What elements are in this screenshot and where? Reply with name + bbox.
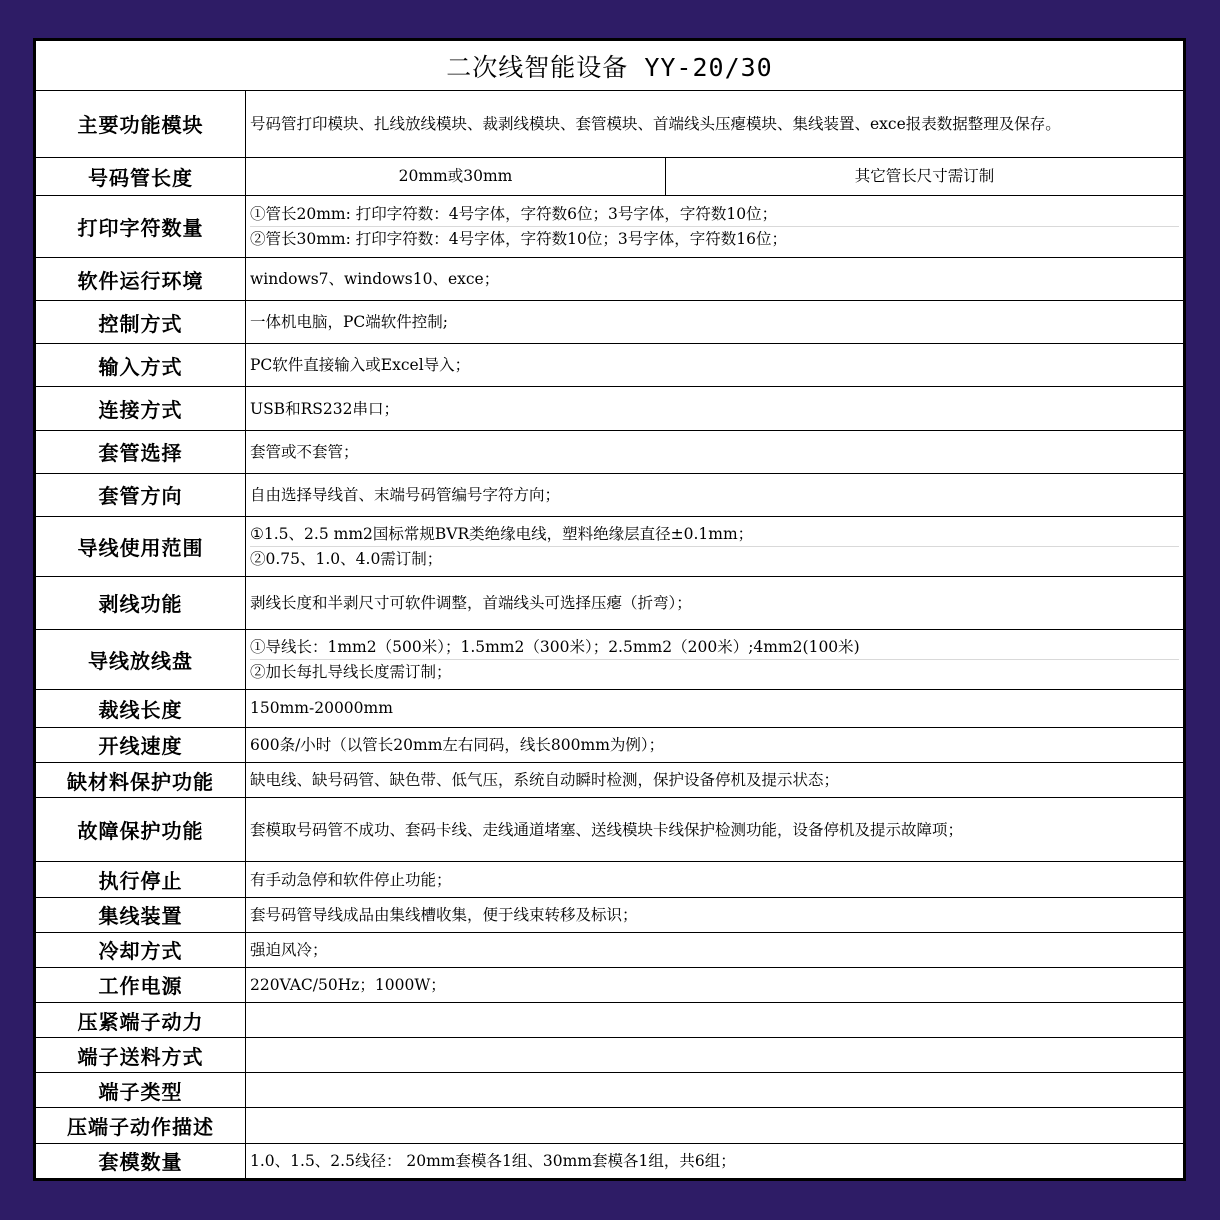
value-line: 套号码管导线成品由集线槽收集，便于线束转移及标识；	[250, 905, 638, 924]
row-label: 压紧端子动力	[36, 1003, 246, 1038]
row-value	[246, 257, 1184, 300]
row-label: 导线使用范围	[36, 517, 246, 577]
row-label: 端子送料方式	[36, 1038, 246, 1073]
row-label: 集线装置	[36, 897, 246, 932]
row-label: 导线放线盘	[36, 629, 246, 689]
value-line: windows7、windows10、exce；	[250, 270, 500, 289]
row-value	[246, 798, 1184, 862]
row-label: 压端子动作描述	[36, 1108, 246, 1143]
row-label: 输入方式	[36, 344, 246, 387]
row-value	[246, 577, 1184, 629]
value-line: 强迫风冷；	[250, 940, 328, 959]
value-line: ①1.5、2.5 mm2国标常规BVR类绝缘电线，塑料绝缘层直径±0.1mm；	[250, 525, 754, 544]
value-line: PC软件直接输入或Excel导入；	[250, 356, 471, 375]
row-label: 软件运行环境	[36, 257, 246, 300]
row-label: 端子类型	[36, 1073, 246, 1108]
row-value	[246, 1073, 1184, 1108]
spec-sheet	[33, 38, 1186, 1181]
row-value	[246, 629, 1184, 689]
row-value	[246, 1038, 1184, 1073]
row-label: 剥线功能	[36, 577, 246, 629]
value-line: 套管或不套管；	[250, 442, 359, 461]
value-line: 1.0、1.5、2.5线径： 20mm套模各1组、30mm套模各1组，共6组；	[250, 1151, 736, 1170]
row-value	[246, 91, 1184, 157]
value-line: ②加长每扎导线长度需订制；	[250, 659, 1179, 682]
value-line: 缺电线、缺号码管、缺色带、低气压，系统自动瞬时检测，保护设备停机及提示状态；	[250, 771, 840, 790]
value-line: ②0.75、1.0、4.0需订制；	[250, 546, 1179, 569]
sheet-title: 二次线智能设备 YY-20/30	[36, 41, 1184, 91]
row-value-left: 20mm或30mm	[246, 157, 666, 195]
value-line: 600条/小时（以管长20mm左右同码，线长800mm为例）；	[250, 735, 665, 754]
row-value	[246, 344, 1184, 387]
row-label: 裁线长度	[36, 689, 246, 727]
value-line: 套模取号码管不成功、套码卡线、走线通道堵塞、送线模块卡线保护检测功能，设备停机及提示故障项；	[250, 820, 964, 839]
row-value	[246, 430, 1184, 473]
row-label: 连接方式	[36, 387, 246, 430]
value-line: ②管长30mm: 打印字符数：4号字体，字符数10位；3号字体，字符数16位；	[250, 226, 1179, 249]
value-line: 220VAC/50Hz；1000W；	[250, 975, 446, 994]
row-value	[246, 727, 1184, 762]
row-label: 套管选择	[36, 430, 246, 473]
row-value	[246, 517, 1184, 577]
row-label: 主要功能模块	[36, 91, 246, 157]
row-value	[246, 897, 1184, 932]
value-line: ①导线长：1mm2（500米）；1.5mm2（300米）；2.5mm2（200米）;4mm2(100米)	[250, 637, 860, 656]
row-value	[246, 932, 1184, 967]
row-label: 开线速度	[36, 727, 246, 762]
row-value	[246, 763, 1184, 798]
row-value	[246, 473, 1184, 516]
row-value	[246, 195, 1184, 257]
row-label: 冷却方式	[36, 932, 246, 967]
value-line: 有手动急停和软件停止功能；	[250, 870, 452, 889]
value-line: 号码管打印模块、扎线放线模块、裁剥线模块、套管模块、首端线头压瘪模块、集线装置、exce报表数据整理及保存。	[250, 114, 1061, 133]
row-label: 工作电源	[36, 967, 246, 1002]
spec-table	[35, 40, 1184, 1179]
row-value	[246, 862, 1184, 897]
value-line: 剥线长度和半剥尺寸可软件调整，首端线头可选择压瘪（折弯）；	[250, 593, 692, 612]
row-value	[246, 689, 1184, 727]
row-value	[246, 1003, 1184, 1038]
row-label: 打印字符数量	[36, 195, 246, 257]
row-label: 套模数量	[36, 1143, 246, 1178]
value-line: 一体机电脑，PC端软件控制;	[250, 313, 449, 332]
row-value	[246, 301, 1184, 344]
value-line: USB和RS232串口；	[250, 399, 399, 418]
value-line: ①管长20mm: 打印字符数：4号字体，字符数6位；3号字体，字符数10位；	[250, 204, 778, 223]
row-value-right: 其它管长尺寸需订制	[666, 157, 1184, 195]
value-line: 自由选择导线首、末端号码管编号字符方向；	[250, 485, 561, 504]
value-line: 150mm-20000mm	[250, 699, 393, 718]
row-label: 故障保护功能	[36, 798, 246, 862]
row-value	[246, 387, 1184, 430]
row-value	[246, 1108, 1184, 1143]
row-value	[246, 1143, 1184, 1178]
row-value	[246, 967, 1184, 1002]
row-label: 套管方向	[36, 473, 246, 516]
row-label: 控制方式	[36, 301, 246, 344]
row-label: 执行停止	[36, 862, 246, 897]
row-label: 号码管长度	[36, 157, 246, 195]
row-label: 缺材料保护功能	[36, 763, 246, 798]
